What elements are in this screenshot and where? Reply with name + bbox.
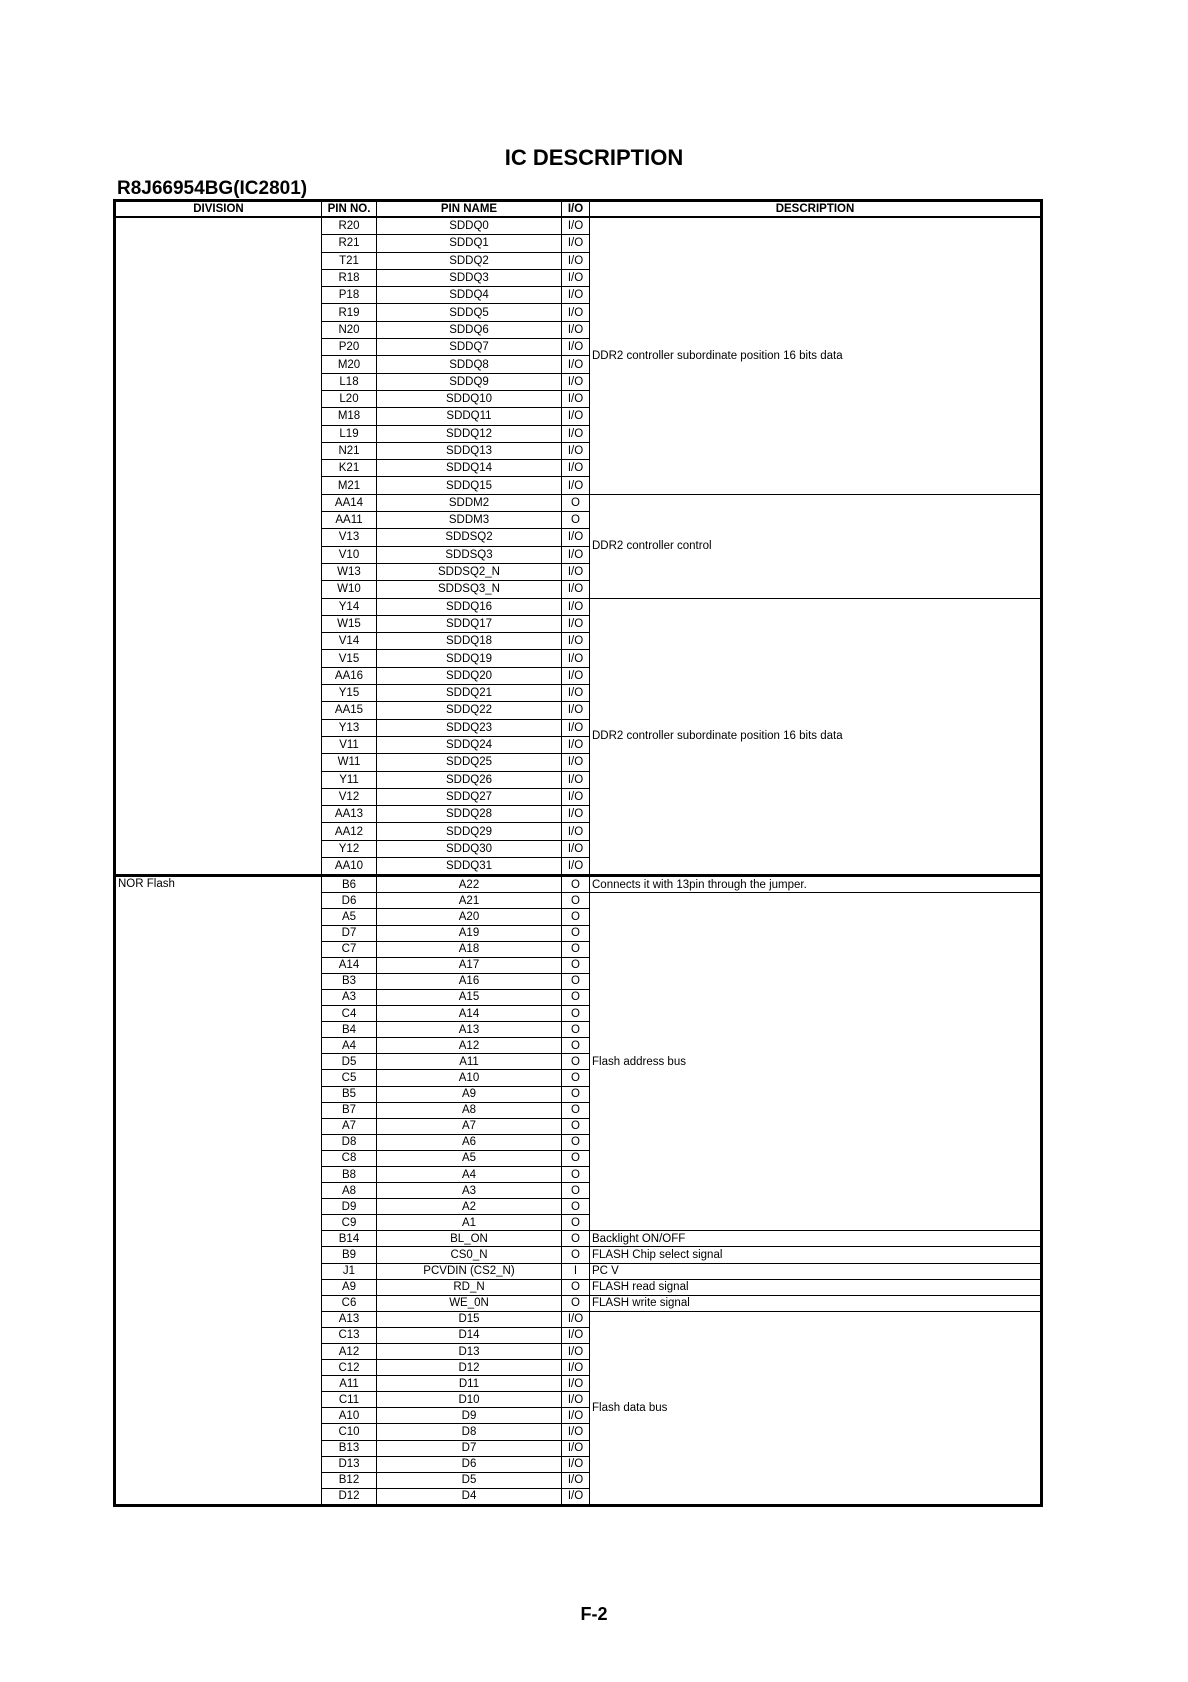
io-cell: O xyxy=(562,1279,590,1295)
table-row xyxy=(115,876,1042,893)
pin-name-cell: SDDQ23 xyxy=(377,719,562,736)
io-cell: I/O xyxy=(562,1488,590,1505)
pin-no-cell: V12 xyxy=(322,788,377,805)
description-cell: FLASH Chip select signal xyxy=(590,1247,1042,1263)
pin-name-cell: A21 xyxy=(377,893,562,909)
pin-name-cell: A20 xyxy=(377,909,562,925)
description-cell: FLASH read signal xyxy=(590,1279,1042,1295)
pin-no-cell: D12 xyxy=(322,1488,377,1505)
pin-no-cell: M20 xyxy=(322,356,377,373)
pin-no-cell: AA14 xyxy=(322,494,377,511)
pin-no-cell: L19 xyxy=(322,425,377,442)
pin-no-cell: V10 xyxy=(322,546,377,563)
pin-name-cell: SDDQ10 xyxy=(377,390,562,407)
pin-no-cell: W10 xyxy=(322,581,377,598)
pin-name-cell: SDDQ12 xyxy=(377,425,562,442)
table-row xyxy=(115,217,1042,235)
pin-name-cell: A7 xyxy=(377,1118,562,1134)
pin-no-cell: D7 xyxy=(322,925,377,941)
pin-no-cell: D13 xyxy=(322,1456,377,1472)
io-cell: I xyxy=(562,1263,590,1279)
io-cell: I/O xyxy=(562,425,590,442)
io-cell: O xyxy=(562,1038,590,1054)
io-cell: O xyxy=(562,512,590,529)
pin-no-cell: R21 xyxy=(322,235,377,252)
pin-name-cell: BL_ON xyxy=(377,1231,562,1247)
io-cell: O xyxy=(562,1215,590,1231)
pin-no-cell: C8 xyxy=(322,1150,377,1166)
io-cell: I/O xyxy=(562,1376,590,1392)
pin-name-cell: A16 xyxy=(377,973,562,989)
description-cell: DDR2 controller subordinate position 16 bits data xyxy=(590,598,1042,876)
pin-no-cell: P18 xyxy=(322,287,377,304)
pin-name-cell: SDDQ26 xyxy=(377,771,562,788)
io-cell: I/O xyxy=(562,1456,590,1472)
io-cell: O xyxy=(562,957,590,973)
pin-no-cell: M21 xyxy=(322,477,377,494)
pin-name-cell: A14 xyxy=(377,1006,562,1022)
pin-no-cell: C7 xyxy=(322,941,377,957)
description-cell: DDR2 controller subordinate position 16 bits data xyxy=(590,217,1042,494)
pin-name-cell: A8 xyxy=(377,1102,562,1118)
division-cell: NOR Flash xyxy=(115,876,322,1506)
io-cell: I/O xyxy=(562,719,590,736)
io-cell: O xyxy=(562,1231,590,1247)
pin-name-cell: CS0_N xyxy=(377,1247,562,1263)
header-division: DIVISION xyxy=(115,201,322,218)
pin-no-cell: V11 xyxy=(322,736,377,753)
pin-no-cell: L18 xyxy=(322,373,377,390)
division-cell xyxy=(115,217,322,876)
pin-no-cell: M18 xyxy=(322,408,377,425)
io-cell: I/O xyxy=(562,771,590,788)
description-cell: Flash data bus xyxy=(590,1311,1042,1505)
pin-no-cell: A14 xyxy=(322,957,377,973)
pin-no-cell: B12 xyxy=(322,1472,377,1488)
pin-no-cell: P20 xyxy=(322,339,377,356)
io-cell: O xyxy=(562,1295,590,1311)
pin-name-cell: A2 xyxy=(377,1199,562,1215)
pin-no-cell: W13 xyxy=(322,563,377,580)
pin-name-cell: D6 xyxy=(377,1456,562,1472)
pin-name-cell: D9 xyxy=(377,1408,562,1424)
pin-no-cell: B9 xyxy=(322,1247,377,1263)
pin-name-cell: A6 xyxy=(377,1134,562,1150)
pin-name-cell: SDDQ20 xyxy=(377,667,562,684)
io-cell: O xyxy=(562,1166,590,1182)
pin-name-cell: SDDQ15 xyxy=(377,477,562,494)
io-cell: I/O xyxy=(562,702,590,719)
pin-no-cell: A5 xyxy=(322,909,377,925)
pin-name-cell: D4 xyxy=(377,1488,562,1505)
pin-no-cell: D5 xyxy=(322,1054,377,1070)
pin-no-cell: C10 xyxy=(322,1424,377,1440)
io-cell: O xyxy=(562,1006,590,1022)
io-cell: O xyxy=(562,876,590,893)
pin-name-cell: SDDQ7 xyxy=(377,339,562,356)
description-cell: DDR2 controller control xyxy=(590,494,1042,598)
pin-no-cell: B3 xyxy=(322,973,377,989)
page-title: IC DESCRIPTION xyxy=(504,145,684,170)
pin-name-cell: SDDSQ3 xyxy=(377,546,562,563)
pin-name-cell: A19 xyxy=(377,925,562,941)
io-cell: I/O xyxy=(562,667,590,684)
io-cell: I/O xyxy=(562,840,590,857)
io-cell: I/O xyxy=(562,563,590,580)
pin-name-cell: SDDQ13 xyxy=(377,442,562,459)
pin-name-cell: WE_0N xyxy=(377,1295,562,1311)
pin-name-cell: SDDQ21 xyxy=(377,685,562,702)
table-header-row xyxy=(115,201,1042,218)
io-cell: O xyxy=(562,1247,590,1263)
page-number: F-2 xyxy=(580,1604,608,1624)
io-cell: O xyxy=(562,973,590,989)
io-cell: I/O xyxy=(562,529,590,546)
ic-part-number: R8J66954BG(IC2801) xyxy=(117,178,308,199)
pin-no-cell: D8 xyxy=(322,1134,377,1150)
pin-no-cell: W15 xyxy=(322,615,377,632)
io-cell: I/O xyxy=(562,287,590,304)
io-cell: I/O xyxy=(562,598,590,615)
pin-no-cell: Y14 xyxy=(322,598,377,615)
io-cell: I/O xyxy=(562,1327,590,1343)
io-cell: I/O xyxy=(562,442,590,459)
pin-no-cell: AA13 xyxy=(322,806,377,823)
pin-no-cell: J1 xyxy=(322,1263,377,1279)
pin-no-cell: A3 xyxy=(322,989,377,1005)
pin-no-cell: C4 xyxy=(322,1006,377,1022)
pin-name-cell: A13 xyxy=(377,1022,562,1038)
pin-name-cell: SDDQ11 xyxy=(377,408,562,425)
io-cell: O xyxy=(562,941,590,957)
io-cell: I/O xyxy=(562,823,590,840)
pin-no-cell: B7 xyxy=(322,1102,377,1118)
io-cell: O xyxy=(562,925,590,941)
pin-name-cell: SDDQ29 xyxy=(377,823,562,840)
pin-name-cell: D11 xyxy=(377,1376,562,1392)
pin-no-cell: K21 xyxy=(322,460,377,477)
description-cell: Connects it with 13pin through the jumper. xyxy=(590,876,1042,893)
pin-no-cell: V13 xyxy=(322,529,377,546)
pin-name-cell: SDDQ22 xyxy=(377,702,562,719)
description-cell: FLASH write signal xyxy=(590,1295,1042,1311)
pin-no-cell: AA11 xyxy=(322,512,377,529)
pin-no-cell: B4 xyxy=(322,1022,377,1038)
pin-name-cell: SDDQ19 xyxy=(377,650,562,667)
pin-name-cell: SDDQ30 xyxy=(377,840,562,857)
io-cell: I/O xyxy=(562,269,590,286)
pin-name-cell: D10 xyxy=(377,1392,562,1408)
io-cell: I/O xyxy=(562,477,590,494)
pin-no-cell: AA16 xyxy=(322,667,377,684)
pin-no-cell: A7 xyxy=(322,1118,377,1134)
pin-no-cell: Y11 xyxy=(322,771,377,788)
pin-name-cell: SDDM3 xyxy=(377,512,562,529)
pin-name-cell: A15 xyxy=(377,989,562,1005)
pin-name-cell: PCVDIN (CS2_N) xyxy=(377,1263,562,1279)
header-pin-no: PIN NO. xyxy=(322,201,377,218)
io-cell: I/O xyxy=(562,806,590,823)
pin-no-cell: C11 xyxy=(322,1392,377,1408)
io-cell: I/O xyxy=(562,615,590,632)
pin-no-cell: D9 xyxy=(322,1199,377,1215)
table-body xyxy=(115,217,1042,1505)
io-cell: O xyxy=(562,989,590,1005)
pin-no-cell: N21 xyxy=(322,442,377,459)
pin-name-cell: SDDQ1 xyxy=(377,235,562,252)
io-cell: I/O xyxy=(562,581,590,598)
io-cell: O xyxy=(562,1199,590,1215)
io-cell: I/O xyxy=(562,685,590,702)
pin-name-cell: SDDQ2 xyxy=(377,252,562,269)
io-cell: I/O xyxy=(562,390,590,407)
ic-pin-table-container xyxy=(113,199,1040,1507)
pin-name-cell: SDDSQ2_N xyxy=(377,563,562,580)
pin-no-cell: C5 xyxy=(322,1070,377,1086)
pin-name-cell: SDDQ25 xyxy=(377,754,562,771)
pin-no-cell: Y12 xyxy=(322,840,377,857)
pin-name-cell: SDDQ9 xyxy=(377,373,562,390)
pin-name-cell: A1 xyxy=(377,1215,562,1231)
io-cell: O xyxy=(562,909,590,925)
pin-no-cell: B8 xyxy=(322,1166,377,1182)
io-cell: I/O xyxy=(562,857,590,875)
pin-no-cell: A10 xyxy=(322,1408,377,1424)
pin-name-cell: SDDQ0 xyxy=(377,217,562,235)
pin-name-cell: A17 xyxy=(377,957,562,973)
pin-name-cell: SDDQ14 xyxy=(377,460,562,477)
pin-name-cell: SDDQ6 xyxy=(377,321,562,338)
ic-pin-table xyxy=(113,199,1043,1507)
pin-name-cell: SDDQ24 xyxy=(377,736,562,753)
io-cell: O xyxy=(562,1118,590,1134)
io-cell: O xyxy=(562,1054,590,1070)
pin-no-cell: B14 xyxy=(322,1231,377,1247)
pin-name-cell: A9 xyxy=(377,1086,562,1102)
io-cell: I/O xyxy=(562,1472,590,1488)
io-cell: I/O xyxy=(562,373,590,390)
pin-name-cell: A5 xyxy=(377,1150,562,1166)
pin-name-cell: D14 xyxy=(377,1327,562,1343)
pin-name-cell: SDDSQ2 xyxy=(377,529,562,546)
pin-name-cell: A18 xyxy=(377,941,562,957)
pin-no-cell: V15 xyxy=(322,650,377,667)
pin-name-cell: A22 xyxy=(377,876,562,893)
pin-no-cell: T21 xyxy=(322,252,377,269)
io-cell: I/O xyxy=(562,650,590,667)
io-cell: I/O xyxy=(562,1311,590,1327)
io-cell: I/O xyxy=(562,339,590,356)
pin-name-cell: SDDQ16 xyxy=(377,598,562,615)
io-cell: I/O xyxy=(562,1392,590,1408)
io-cell: O xyxy=(562,893,590,909)
io-cell: O xyxy=(562,494,590,511)
io-cell: I/O xyxy=(562,736,590,753)
io-cell: I/O xyxy=(562,633,590,650)
pin-no-cell: B5 xyxy=(322,1086,377,1102)
pin-name-cell: A12 xyxy=(377,1038,562,1054)
pin-name-cell: A4 xyxy=(377,1166,562,1182)
io-cell: I/O xyxy=(562,252,590,269)
pin-no-cell: Y13 xyxy=(322,719,377,736)
pin-no-cell: AA10 xyxy=(322,857,377,875)
pin-no-cell: C12 xyxy=(322,1360,377,1376)
pin-name-cell: D5 xyxy=(377,1472,562,1488)
pin-no-cell: V14 xyxy=(322,633,377,650)
io-cell: I/O xyxy=(562,754,590,771)
pin-no-cell: R18 xyxy=(322,269,377,286)
pin-name-cell: D12 xyxy=(377,1360,562,1376)
pin-no-cell: A13 xyxy=(322,1311,377,1327)
pin-no-cell: A8 xyxy=(322,1183,377,1199)
io-cell: I/O xyxy=(562,1360,590,1376)
pin-name-cell: SDDQ17 xyxy=(377,615,562,632)
pin-name-cell: SDDQ27 xyxy=(377,788,562,805)
io-cell: I/O xyxy=(562,321,590,338)
pin-no-cell: AA15 xyxy=(322,702,377,719)
io-cell: O xyxy=(562,1086,590,1102)
pin-no-cell: AA12 xyxy=(322,823,377,840)
pin-no-cell: A12 xyxy=(322,1344,377,1360)
io-cell: O xyxy=(562,1150,590,1166)
pin-no-cell: A11 xyxy=(322,1376,377,1392)
pin-name-cell: D15 xyxy=(377,1311,562,1327)
pin-no-cell: R19 xyxy=(322,304,377,321)
io-cell: I/O xyxy=(562,788,590,805)
io-cell: O xyxy=(562,1134,590,1150)
description-cell: Backlight ON/OFF xyxy=(590,1231,1042,1247)
pin-name-cell: A3 xyxy=(377,1183,562,1199)
pin-name-cell: SDDQ28 xyxy=(377,806,562,823)
pin-no-cell: L20 xyxy=(322,390,377,407)
pin-no-cell: C9 xyxy=(322,1215,377,1231)
pin-no-cell: N20 xyxy=(322,321,377,338)
pin-no-cell: R20 xyxy=(322,217,377,235)
pin-no-cell: D6 xyxy=(322,893,377,909)
io-cell: I/O xyxy=(562,460,590,477)
pin-name-cell: A11 xyxy=(377,1054,562,1070)
header-pin-name: PIN NAME xyxy=(377,201,562,218)
io-cell: I/O xyxy=(562,1408,590,1424)
pin-no-cell: A9 xyxy=(322,1279,377,1295)
pin-no-cell: W11 xyxy=(322,754,377,771)
pin-no-cell: C13 xyxy=(322,1327,377,1343)
io-cell: I/O xyxy=(562,1440,590,1456)
description-cell: Flash address bus xyxy=(590,893,1042,1231)
io-cell: I/O xyxy=(562,408,590,425)
pin-name-cell: SDDSQ3_N xyxy=(377,581,562,598)
pin-name-cell: D8 xyxy=(377,1424,562,1440)
io-cell: I/O xyxy=(562,546,590,563)
pin-name-cell: SDDM2 xyxy=(377,494,562,511)
pin-name-cell: SDDQ18 xyxy=(377,633,562,650)
pin-name-cell: SDDQ5 xyxy=(377,304,562,321)
io-cell: I/O xyxy=(562,1424,590,1440)
pin-no-cell: A4 xyxy=(322,1038,377,1054)
header-io: I/O xyxy=(562,201,590,218)
pin-name-cell: A10 xyxy=(377,1070,562,1086)
io-cell: O xyxy=(562,1070,590,1086)
pin-name-cell: D7 xyxy=(377,1440,562,1456)
pin-name-cell: SDDQ3 xyxy=(377,269,562,286)
io-cell: O xyxy=(562,1183,590,1199)
header-description: DESCRIPTION xyxy=(590,201,1042,218)
pin-name-cell: RD_N xyxy=(377,1279,562,1295)
io-cell: O xyxy=(562,1102,590,1118)
pin-no-cell: B13 xyxy=(322,1440,377,1456)
pin-no-cell: Y15 xyxy=(322,685,377,702)
io-cell: I/O xyxy=(562,217,590,235)
io-cell: I/O xyxy=(562,304,590,321)
io-cell: I/O xyxy=(562,235,590,252)
io-cell: O xyxy=(562,1022,590,1038)
io-cell: I/O xyxy=(562,356,590,373)
pin-name-cell: SDDQ4 xyxy=(377,287,562,304)
description-cell: PC V xyxy=(590,1263,1042,1279)
pin-name-cell: D13 xyxy=(377,1344,562,1360)
pin-name-cell: SDDQ31 xyxy=(377,857,562,875)
pin-no-cell: C6 xyxy=(322,1295,377,1311)
pin-no-cell: B6 xyxy=(322,876,377,893)
io-cell: I/O xyxy=(562,1344,590,1360)
pin-name-cell: SDDQ8 xyxy=(377,356,562,373)
